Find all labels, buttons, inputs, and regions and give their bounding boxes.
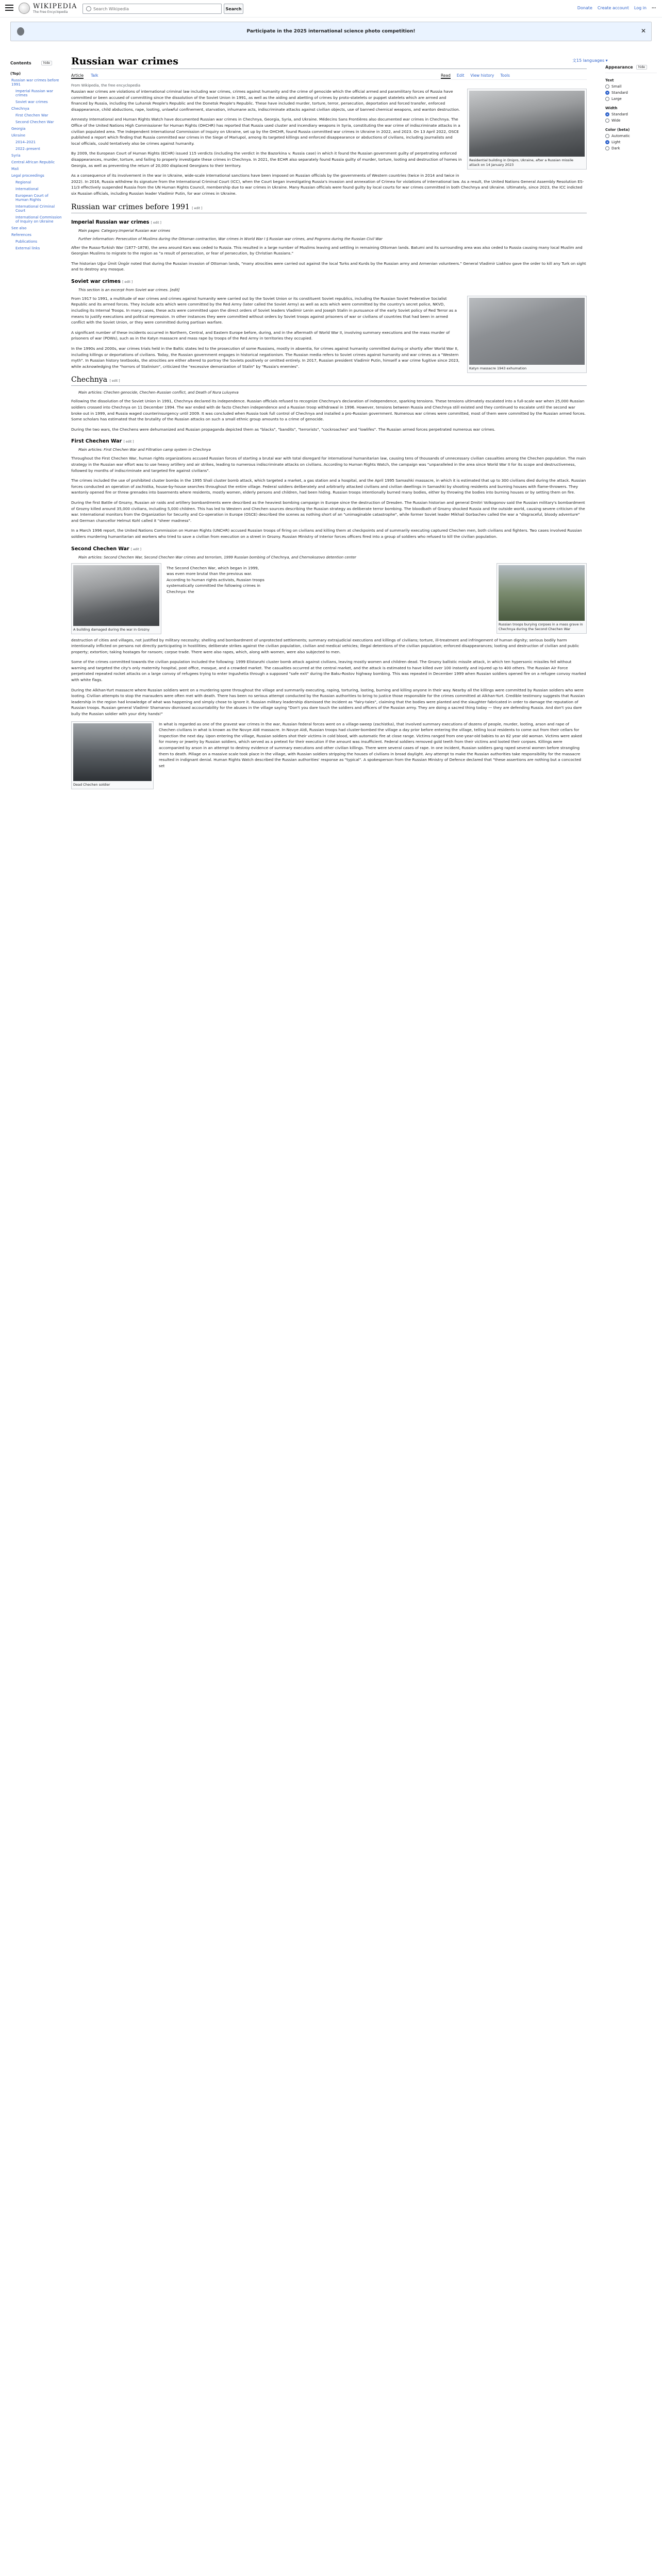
language-count: 15 languages [576,58,605,63]
soviet-paragraph-1: From 1917 to 1991, a multitude of war crimes and crimes against humanity were carried out by the Soviet Union or its constituent Soviet republics, including the Russian Soviet Federative Socialist Republic and its armed forces. They include acts which were committed by the Red Army (later called the Soviet Army) as well as acts which were committed by the country's secret police, NKVD, including its Internal Troops. In many cases, these acts were committed upon the direct orders of Soviet leaders Vladimir Lenin and Joseph Stalin in pursuance of the early Soviet policy of Red Terror as a means to justify executions and political repression. In other instances they were committed without orders by Soviet troops against prisoners of war or civilians of countries that had been in armed conflict with the Soviet Union, or they were committed during partisan warfare. [71,296,457,325]
figure-caption: Katyn massacre 1943 exhumation [469,366,527,370]
toc-item-soviet[interactable]: Soviet war crimes [15,100,48,104]
site-tagline: The Free Encyclopedia [33,10,68,14]
edit-link[interactable]: [ edit ] [192,206,203,210]
section-heading-imperial: Imperial Russian war crimes [ edit ] [71,219,161,225]
grozny-building-figure [71,563,161,634]
article-body [71,89,587,793]
site-sub: From Wikipedia, the free encyclopedia [71,83,141,88]
figure-caption: A building damaged during the war in Grozny [73,627,150,632]
toc-item-regional[interactable]: Regional [15,180,31,184]
soviet-paragraph-2: A significant number of these incidents occurred in Northern, Central, and Eastern Europe before, during, and in the aftermath of World War II, involving summary executions and the mass murder of prisoners of war (POWs), such as in the Katyn massacre and mass rape by troops of the Red Army in territories they occupied. [71,330,450,341]
search-input[interactable] [93,5,217,12]
chechnya-paragraph-2: During the two wars, the Chechens were dehumanized and Russian propaganda depicted them as "blacks", "bandits", "terrorists", "cockroaches" and "lowlifes". The Russian armed forces perpetrated numerous war crimes. [71,427,495,432]
toc-item-car[interactable]: Central African Republic [11,160,55,164]
hatnote[interactable]: Main articles: Chechen genocide, Chechen–Russian conflict, and Death of Nura Luluyeva [78,391,239,395]
hatnote[interactable]: This section is an excerpt from Soviet war crimes. [edit] [78,287,180,292]
toc-item-imperial[interactable]: Imperial Russian war crimes [15,89,53,97]
text-small-radio[interactable]: Small [605,84,657,89]
toc-title: Contents [10,61,31,65]
toc-item-top[interactable]: (Top) [10,72,21,76]
dead-soldier-figure [71,721,154,789]
section-heading-chechnya: Chechnya [ edit ] [71,376,587,386]
globe-icon [19,3,30,14]
toc-item-references[interactable]: References [11,233,31,237]
first-chechen-paragraph-3: During the first Battle of Grozny, Russian air raids and artillery bombardments were described as the heaviest bombing campaign in Europe since the destruction of Dresden. The Russian historian and general Dmitri Volkogonov said the Russian military's bombardment of Grozny killed around 35,000 civilians, including 5,000 children. This has led to Western and Chechen sources describing the Russian strategy as deliberate terror bombing. The bloodbath of Grozny shocked Russia and the outside world, causing severe criticism of the war. International monitors from the Organization for Security and Co-operation in Europe (OSCE) described the scenes as nothing short of an "unimaginable catastrophe", while former Soviet leader Mikhail Gorbachev called the war a "disgraceful, bloody adventure" and German chancellor Helmut Kohl called it "sheer madness". [71,500,585,523]
toc-item-second-chechen[interactable]: Second Chechen War [15,120,54,124]
page-title: Russian war crimes [71,56,178,67]
katyn-figure [467,296,587,373]
lead-paragraph-1: Russian war crimes are violations of international criminal law including war crimes, crimes against humanity and the crime of genocide which the official armed and paramilitary forces of Russia have committed or been accused of committing since the dissolution of the Soviet Union in 1991, as well as the aiding and abetting of crimes by proto-statelets or puppet statelets which are armed and financed by Russia, including the Luhansk People's Republic and the Donetsk People's Republic. These have included murder, torture, terror, persecution, deportation and forced transfer, enforced disappearance, child abductions, rape, looting, unlawful confinement, starvation, inhumane acts, indiscriminate attacks against civilian objects, use of banned chemical weapons, and wanton destruction. [71,89,460,112]
tab-tools[interactable]: Tools [500,73,510,78]
section-heading-before-1991: Russian war crimes before 1991 [ edit ] [71,203,587,213]
second-chechen-paragraph-1: The Second Chechen War, which began in 1999, was even more brutal than the previous war. According to human rights activists, Russian troops systematically committed the following crimes in Chechnya: the [167,565,264,594]
main-menu-icon[interactable] [5,5,13,12]
width-standard-radio[interactable]: Standard [605,112,657,116]
personal-tools [577,6,656,10]
search-button[interactable]: Search [224,4,243,14]
toc-item-first-chechen[interactable]: First Chechen War [15,113,48,117]
edit-link[interactable]: [ edit ] [122,280,133,284]
grozny-building-image[interactable] [73,565,159,626]
width-wide-radio[interactable]: Wide [605,118,657,123]
figure-caption: Russian troops burying corpses in a mass grave in Chechnya during the Second Chechen War [499,622,583,631]
figure-caption: Dead Chechen soldier [73,782,110,787]
lead-paragraph-4: As a consequence of its involvement in the war in Ukraine, wide-scale international sanctions have been imposed on Russian officials by the governments of Western countries (twice in 2014 and twice in 2022). In 2016, Russia withdrew its signature from the International Criminal Court (ICC), when the Court began investigating Russia's invasion and annexation of Crimea for violations of international law. As a result, the United Nations General Assembly Resolution ES-11/3 effectively suspended Russia from the UN Human Rights Council, membership due to war crimes in Ukraine. Many Russian officials were found guilty by local courts for war crimes committed in both Chechnya and Ukraine. Ultimately, since 2023, the ICC indicted six Russian officials, including Russian leader Vladimir Putin, for war crimes in Ukraine. [71,173,584,196]
section-heading-second-chechen: Second Chechen War [ edit ] [71,546,141,552]
view-tabs [441,73,510,79]
hatnote[interactable]: Main pages: Category:Imperial Russian war crimes [78,228,170,233]
toc-item-2014-2021[interactable]: 2014–2021 [15,140,36,144]
first-chechen-paragraph-4: In a March 1996 report, the United Nations Commission on Human Rights (UNCHR) accused Russian troops of firing on civilians and killing them at checkpoints and of summarily executing captured Chechen men, both civilians and fighters. Two cases involved Russian soldiers murdering humanitarian aid workers who tried to save a civilian from execution on a street in Grozny. Russian Ministry of Interior forces officers fired into a group of soldiers who refused to kill the civilian population. [71,528,582,539]
text-standard-radio[interactable]: Standard [605,91,657,95]
text-size-label: Text [605,78,614,82]
first-chechen-paragraph-1: Throughout the First Chechen War, human rights organizations accused Russian forces of starting a brutal war with total disregard for international humanitarian law, causing tens of thousands of unnecessary civilian casualties among the Chechen population. The main strategy in the Russian war effort was to use heavy artillery and air strikes, leading to numerous indiscriminate attacks on civilians. According to Human Rights Watch, the campaign was "unparalleled in the area since World War II for its scope and destructiveness, followed by months of indiscriminate and targeted fire against civilians". [71,456,586,473]
toc-item-syria[interactable]: Syria [11,154,21,158]
toc-item-mali[interactable]: Mali [11,167,19,171]
second-war-gallery [71,563,587,634]
appearance-panel [605,65,657,152]
width-label: Width [605,106,618,110]
text-large-radio[interactable]: Large [605,97,657,101]
more-options-icon[interactable]: ⋯ [652,6,656,10]
imperial-paragraph-2: The historian Uğur Ümit Üngör noted that during the Russian invasion of Ottoman lands, "many atrocities were carried out against the local Turks and Kurds by the Russian army and Armenian volunteers." General Vladimir Liakhov gave the order to kill any Turk on sight and to destroy any mosque. [71,261,586,272]
appearance-hide-button[interactable]: hide [636,65,647,70]
toc-item-2022-present[interactable]: 2022–present [15,147,40,151]
edit-link[interactable]: [ edit ] [109,379,120,383]
lead-paragraph-3: By 2009, the European Court of Human Rights (ECHR) issued 115 verdicts (including the verdict in the Bazorkina v. Russia case) in which it found the Russian government guilty of perpetrating enforced disappearances, murder, torture, and failing to properly investigate these crimes in Chechnya. In 2021, the ECHR also separately found Russia guilty of murder, torture, looting and destruction of homes in Georgia, as well as preventing the return of 20,000 displaced Georgians to their territory. [71,151,462,168]
create-account-link[interactable]: Create account [597,6,629,10]
hatnote[interactable]: Main articles: Second Chechen War, Second Chechen War crimes and terrorism, 1999 Russian bombing of Chechnya, and Chernokozovo detention center [78,555,356,560]
toc-item-georgia[interactable]: Georgia [11,127,26,131]
tab-talk[interactable]: Talk [91,73,98,78]
dead-soldier-image[interactable] [73,723,152,781]
section-heading-soviet: Soviet war crimes [ edit ] [71,278,133,284]
wikipedia-logo[interactable] [19,3,77,14]
toc-item-chechnya[interactable]: Chechnya [11,107,29,111]
tab-history[interactable]: View history [470,73,494,78]
mass-grave-image[interactable] [499,565,585,621]
tab-read[interactable]: Read [441,73,451,78]
namespace-tabs [71,73,98,79]
toc-item-coi[interactable]: International Commission of Inquiry on Ukraine [15,215,62,224]
site-notice-banner [10,22,652,41]
toc-item-legal[interactable]: Legal proceedings [11,174,44,178]
search-icon [86,6,91,11]
table-of-contents [10,61,62,253]
color-light-radio[interactable]: Light [605,140,657,144]
language-button[interactable]: 文15 languages ▾ [572,58,608,63]
site-name: WIKIPEDIA [33,3,77,10]
second-chechen-paragraph-4: In what is regarded as one of the gravest war crimes in the war, Russian federal forces went on a village-sweep (zachistka), that involved summary executions of dozens of people, murder, looting, arson and rape of Chechen civilians in what is known as the Novye Aldi massacre. In Novye Aldi, Russian troops had cluster-bombed the village a day prior before entering the village, telling local residents to come out from their cellars for inspection the next day. Upon entering the village, Russian soldiers shot their victims in cold blood, with automatic fire at close range. Victims ranged from one-year-old babies to an 82 year old woman. Victims were asked for money or jewelry by Russian soldiers, which served as a pretext for their execution if the amount was insufficient. Federal soldiers removed gold teeth from their victims and looted their corpses. Killings were accompanied by arson in an attempt to destroy evidence of summary executions and other civilian killings. There were several cases of rape. In one incident, Russian soldiers gang raped several women before strangling them to death. Pillage on a massive scale took place in the village, with Russian soldiers stripping the houses of civilians in broad daylight. Any attempt to make the Russian authorities take responsibility for the massacre resulted in indignant denial. Human Rights Watch described the Russian authorities' response as "typical". A spokesperson from the Russian Ministry of Defence declared that "these assertions are nothing but a concocted set [159,721,582,768]
color-label: Color (beta) [605,128,630,132]
first-chechen-paragraph-2: The crimes included the use of prohibited cluster bombs in the 1995 Shali cluster bomb attack, which targeted a market, a gas station and a hospital, and the April 1995 Samashki massacre, in which it is estimated that up to 300 civilians died during the attack. Russian forces conducted an operation of zachistka, house-by-house searches throughout the entire village. Federal soldiers deliberately and arbitrarily attacked civilians and civilian dwellings in Samashki by shooting residents and burning houses with flame-throwers. They wantonly opened fire or threw grenades into basements where residents, mostly women, elderly persons and children, had been hiding. Russian troops intentionally burned many bodies, either by throwing the bodies into burning houses or by setting them on fire. [71,478,586,495]
appearance-title: Appearance [605,65,633,70]
lead-paragraph-2: Amnesty International and Human Rights Watch have documented Russian war crimes in Chechnya, Georgia, Syria, and Ukraine. Médecins Sans Frontières also documented war crimes in Chechnya. The Office of the United Nations High Commissioner for Human Rights (OHCHR) has reported that Russia used cluster and incendiary weapons in Syria, constituting the war crime of indiscriminate attacks in a civilian populated area. The Independent International Commission of Inquiry on Ukraine, set up by the OHCHR, found Russia committed war crimes in Ukraine in 2022, and 2023. On 13 April 2022, OSCE published a report which finding that Russia committed war crimes in the Siege of Mariupol, among its targeted killings and enforced disappearance or abductions of civilians, including journalists and local officials, could tentatively also be crimes against humanity. [71,117,460,146]
mass-grave-figure [496,563,587,634]
lead-figure [467,89,587,170]
color-dark-radio[interactable]: Dark [605,146,657,150]
edit-link[interactable]: [ edit ] [130,547,141,551]
dnipro-building-image[interactable] [469,91,585,157]
second-chechen-paragraph-3: During the Alkhan-Yurt massacre where Russian soldiers went on a murdering spree throughout the village and summarily executing, raping, torturing, looting, burning and killing anyone in their way. Nearby all the killings were committed by Russian soldiers who were looting. Civilian attempts to stop the marauders were often met with death. There has been no serious attempt conducted by the Russian authorities to bring to justice those responsible for the crimes committed at Alkhan-Yurt. Credible testimony suggests that Russian leadership in the region had knowledge of what was happening and simply chose to ignore it. Russian military leadership dismissed the incident as "fairy-tales", claiming that the bodies were planted and the slaughter fabricated in order to damage the reputation of Russian troops. Russian general Vladimir Shamanov dismissed accountability for the abuses in the village saying "Don't you dare touch the soldiers and officers of the Russian army. They are doing a sacred thing today — they are defending Russia. And don't you dare bully the Russian soldier with your dirty hands!" [71,687,585,717]
chechnya-paragraph-1: Following the dissolution of the Soviet Union in 1991, Chechnya declared its independence. Russian officials refused to recognize Chechnya's declaration of independence, sparking tensions. These tensions ultimately escalated into a full-scale war when 25,000 Russian soldiers crossed into Chechnya on 11 December 1994. The war ended with de facto Chechen independence and a Russian troop withdrawal in 1996. However, tensions between Russia and Chechnya still existed and they continued to escalate until the second war broke out in 1999, and Russia waged counterinsurgency until 2009. It was concluded when Russia took full control of Chechnya and installed a pro-Russian government. Numerous war crimes were committed, most of them were committed by the Russian armed forces. Some scholars has estimated that the brutality of the Russian attacks on such a small ethnic group amounts to a crime of genocide. [71,399,586,422]
tabs-divider [71,79,587,80]
katyn-image[interactable] [469,298,585,365]
second-chechen-paragraph-1b: destruction of cities and villages, not justified by military necessity; shelling and bombardment of unprotected settlements; summary extrajudicial executions and killings of civilians; torture, ill-treatment and infringement of human dignity; serious bodily harm intentionally inflicted on persons not directly participating in hostilities; deliberate strikes against the civilian population, civilian and medical vehicles; illegal detentions of the civilian population; enforced disappearances; looting and destruction of civilian and public property; extortion; taking hostages for ransom; corpse trade. There were also rapes, which, along with women, were also subjected to men. [71,637,580,654]
toc-item-publications[interactable]: Publications [15,240,38,244]
donate-link[interactable]: Donate [577,6,592,10]
close-icon[interactable]: ✕ [640,27,646,35]
imperial-paragraph-1: After the Russo-Turkish War (1877–1878), the area around Kars was ceded to Russia. This resulted in a large number of Muslims leaving and settling in remaining Ottoman lands. Batumi and its surrounding area was also ceded to Russia causing many local Muslim and Georgian Muslims to migrate to the region as "a result of persecution, or fear of persecution, by Christian Russians." [71,245,583,256]
soviet-paragraph-3: In the 1990s and 2000s, war crimes trials held in the Baltic states led to the prosecution of some Russians, mostly in absentia, for crimes against humanity committed during or shortly after World War II, including killings or deportations of civilians. Today, the Russian government engages in historical negationism. The Russian media refers to Soviet crimes against humanity and war crimes as a "Western myth". In Russian history textbooks, the atrocities are either altered to portray the Soviets positively or omitted entirely. In 2017, Russian president Vladimir Putin, himself a war crime fugitive since 2023, while acknowledging the "horrors of Stalinism", criticized the "excessive demonization of Stalin" by "Russia's enemies". [71,346,460,369]
section-heading-first-chechen: First Chechen War [ edit ] [71,438,134,445]
toc-item-echr[interactable]: European Court of Human Rights [15,194,48,202]
toc-item-external-links[interactable]: External links [15,246,40,250]
edit-link[interactable]: [ edit ] [151,221,161,225]
search-box [82,4,222,14]
figure-caption: Residential building in Dnipro, Ukraine, after a Russian missile attack on 14 January 2023 [469,158,573,167]
tab-article[interactable]: Article [71,73,84,78]
hatnote[interactable]: Further information: Persecution of Muslims during the Ottoman contraction, War crimes in World War I § Russian war crimes, and Pogroms during the Russian Civil War [78,236,383,241]
hatnote[interactable]: Main articles: First Chechen War and Filtration camp system in Chechnya [78,448,211,452]
toc-item-ukraine[interactable]: Ukraine [11,133,26,138]
tab-edit[interactable]: Edit [456,73,465,78]
toc-item-international[interactable]: International [15,187,39,191]
toc-hide-button[interactable]: hide [41,61,52,65]
edit-link[interactable]: [ edit ] [123,440,134,444]
banner-link[interactable]: Participate in the 2025 international science photo competition! [246,29,416,34]
toc-item-see-also[interactable]: See also [11,226,27,230]
login-link[interactable]: Log in [634,6,647,10]
toc-item-before-1991[interactable]: Russian war crimes before 1991 [11,78,59,87]
toc-item-icc[interactable]: International Criminal Court [15,205,55,213]
second-chechen-paragraph-2: Some of the crimes committed towards the civilian population included the following: 1999 Elistanzhi cluster bomb attack against civilians, leaving mostly women and children dead. The Grozny ballistic missile attack, in which ten hypersonic missiles fell without warning and targeted the city's only maternity hospital, post office, mosque, and a crowded market. The casualties occurred at the central market, and the attack is estimated to have killed over 100 instantly and injured up to 400 others. The Russian Air Force perpetrated repeated rocket attacks on a large convoy of refugees trying to enter Ingushetia through a supposed "safe exit" during the Baku-Rostov highway bombing. This was repeated in December 1999 when Russian soldiers opened fire on a refugee convoy marked with white flags. [71,659,586,683]
site-header [0,0,662,18]
color-automatic-radio[interactable]: Automatic [605,134,657,138]
